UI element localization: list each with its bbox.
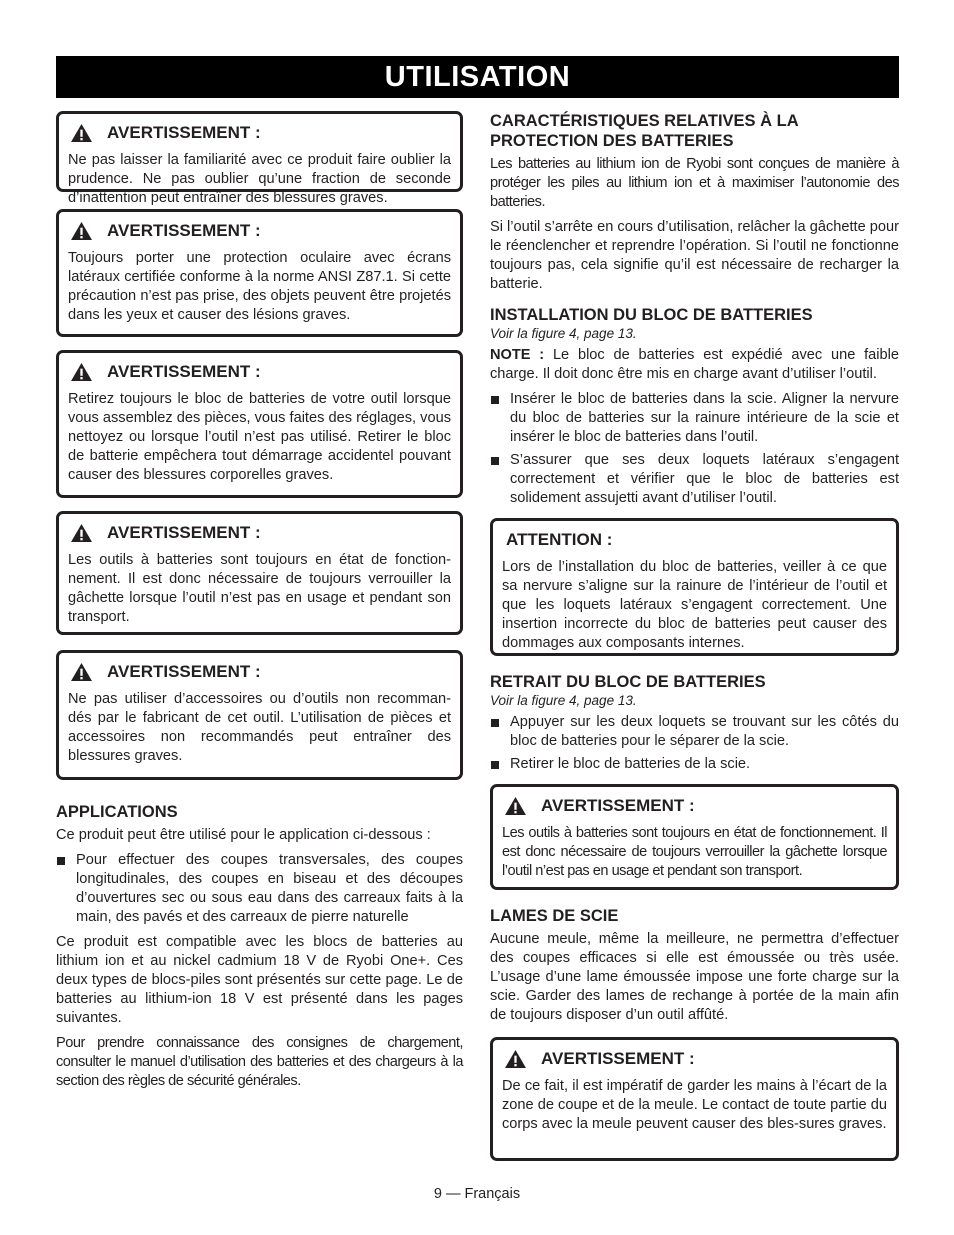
warning-title: AVERTISSEMENT :: [107, 221, 261, 240]
charging-paragraph: Pour prendre connaissance des consignes de chargement, consulter le manuel d’utilisation des batteries et des chargeurs à la section des règles de sécurité générales.: [56, 1035, 463, 1089]
warning-title: AVERTISSEMENT :: [541, 1049, 695, 1068]
warning-triangle-icon: [70, 662, 93, 682]
list-item: Appuyer sur les deux loquets se trouvant sur les côtés du bloc de batteries pour le séparer de la scie.: [490, 713, 899, 751]
page-number: 9 — Français: [433, 1186, 521, 1202]
applications-list: [56, 851, 463, 927]
protection-heading: CARACTÉRISTIQUES RELATIVES À LA PROTECTION DES BATTERIES: [490, 112, 799, 150]
warning-header: [70, 523, 451, 543]
applications-heading: APPLICATIONS: [56, 803, 178, 821]
warning-text: De ce fait, il est impératif de garder les mains à l’écart de la zone de coupe et de la meule. Le contact de toute partie du corps avec la meule peuvent causer des bles-sures graves.: [502, 1078, 887, 1132]
remove-list: [490, 713, 899, 774]
warning-header: [70, 662, 451, 682]
warning-box: [490, 1037, 899, 1161]
note-text: Le bloc de batteries est expédié avec une faible charge. Il doit donc être mis en charge avant d’utiliser l’outil.: [490, 347, 899, 382]
install-list: [490, 390, 899, 508]
applications-intro: Ce produit peut être utilisé pour le application ci-dessous :: [56, 827, 431, 843]
figure-reference: Voir la figure 4, page 13.: [490, 693, 637, 708]
remove-heading: RETRAIT DU BLOC DE BATTERIES: [490, 673, 766, 691]
warning-triangle-icon: [70, 523, 93, 543]
warning-triangle-icon: [504, 1049, 527, 1069]
warning-header: [504, 1049, 887, 1069]
protection-paragraph: Les batteries au lithium ion de Ryobi sont conçues de manière à protéger les piles au lithium ion et à maximiser l’autonomie des batteries.: [490, 156, 899, 210]
figure-reference: Voir la figure 4, page 13.: [490, 326, 637, 341]
warning-text: Ne pas utiliser d’accessoires ou d’outils non recomman-dés par le fabricant de cet outil. L’utilisation de pièces et accessoires non recommandés peut entraîner des blessures graves.: [68, 691, 451, 764]
warning-box: [56, 209, 463, 337]
warning-text: Ne pas laisser la familiarité avec ce produit faire oublier la prudence. Ne pas oublier qu’une fraction de seconde d’inattention peut entraîner des blessures graves.: [68, 152, 451, 206]
warning-text: Retirez toujours le bloc de batteries de votre outil lorsque vous assemblez des pièces, vous faites des réglages, vous nettoyez ou lorsque l’outil n’est pas utilisé. Retirer le bloc de batterie empêchera tout démarrage accidentel pouvant causer des blessures corporelles graves.: [68, 391, 451, 483]
note-label: NOTE :: [490, 347, 545, 363]
list-item: Pour effectuer des coupes transversales, des coupes longitudinales, des coupes en biseau et des découpes d’ouvertures sec ou sous eau dans des carreaux faits à la main, des pavés et des carreaux de pierre naturelle: [56, 851, 463, 927]
warning-text: Les outils à batteries sont toujours en état de fonctionnement. Il est donc nécessaire de toujours verrouiller la gâchette lorsque l’outil n’est pas en usage et pendant son transport.: [502, 825, 887, 879]
warning-box: [56, 350, 463, 498]
warning-title: AVERTISSEMENT :: [107, 123, 261, 142]
warning-header: [504, 796, 887, 816]
note-paragraph: [490, 346, 899, 384]
warning-header: [70, 221, 451, 241]
attention-box: [490, 518, 899, 656]
warning-title: AVERTISSEMENT :: [107, 662, 261, 681]
warning-triangle-icon: [70, 362, 93, 382]
protection-paragraph: Si l’outil s’arrête en cours d’utilisation, relâcher la gâchette pour le réenclencher et reprendre l’opération. Si l’outil ne fonctionne toujours pas, cela signifie qu’il est nécessaire de recharger la batterie.: [490, 219, 899, 292]
warning-text: Toujours porter une protection oculaire avec écrans latéraux certifiée conforme à la norme ANSI Z87.1. Si cette précaution n’est pas prise, des objets peuvent être projetés dans les yeux et causer des lésions graves.: [68, 250, 451, 323]
list-item: Retirer le bloc de batteries de la scie.: [490, 755, 899, 774]
warning-triangle-icon: [70, 123, 93, 143]
attention-header: [506, 530, 887, 550]
list-item: S’assurer que ses deux loquets latéraux s’engagent correctement et vérifier que le bloc de batteries est solidement assujetti avant d’utiliser l’outil.: [490, 451, 899, 508]
install-heading: INSTALLATION DU BLOC DE BATTERIES: [490, 306, 813, 324]
warning-title: AVERTISSEMENT :: [107, 523, 261, 542]
warning-text: Les outils à batteries sont toujours en état de fonction-nement. Il est donc nécessaire de toujours verrouiller la gâchette lorsque l’outil n’est pas en usage et pendant son transport.: [68, 552, 451, 625]
left-column: [56, 111, 463, 1097]
attention-title: ATTENTION :: [506, 530, 613, 549]
warning-triangle-icon: [70, 221, 93, 241]
list-item: Insérer le bloc de batteries dans la scie. Aligner la nervure du bloc de batteries sur la rainure intérieure de la scie et insérer le bloc de batteries dans l’outil.: [490, 390, 899, 447]
attention-text: Lors de l’installation du bloc de batteries, veiller à ce que sa nervure s’aligne sur la rainure de l’intérieur de l’outil et que les loquets latéraux s’engagent correctement. Une insertion incorrecte du bloc de batteries peut causer des dommages aux composants internes.: [502, 559, 887, 651]
right-column: [490, 111, 899, 1161]
blades-heading: LAMES DE SCIE: [490, 907, 619, 925]
page-title: UTILISATION: [56, 56, 899, 98]
warning-triangle-icon: [504, 796, 527, 816]
warning-box: [490, 784, 899, 890]
warning-header: [70, 362, 451, 382]
warning-title: AVERTISSEMENT :: [107, 362, 261, 381]
warning-title: AVERTISSEMENT :: [541, 796, 695, 815]
blades-paragraph: Aucune meule, même la meilleure, ne permettra d’effectuer des coupes efficaces si elle est émoussée ou très usée. L’usage d’une lame émoussée impose une forte charge sur la scie. Garder des lames de rechange à portée de la main afin de toujours disposer d’un outil affûté.: [490, 931, 899, 1023]
warning-header: [70, 123, 451, 143]
warning-box: [56, 511, 463, 635]
compatibility-paragraph: Ce produit est compatible avec les blocs de batteries au lithium ion et au nickel cadmium 18 V de Ryobi One+. Ces deux types de blocs-piles sont présentés sur cette page. Le de batteries au lithium-ion 18 V est présenté dans les pages suivantes.: [56, 934, 463, 1026]
warning-box: [56, 650, 463, 780]
warning-box: [56, 111, 463, 206]
